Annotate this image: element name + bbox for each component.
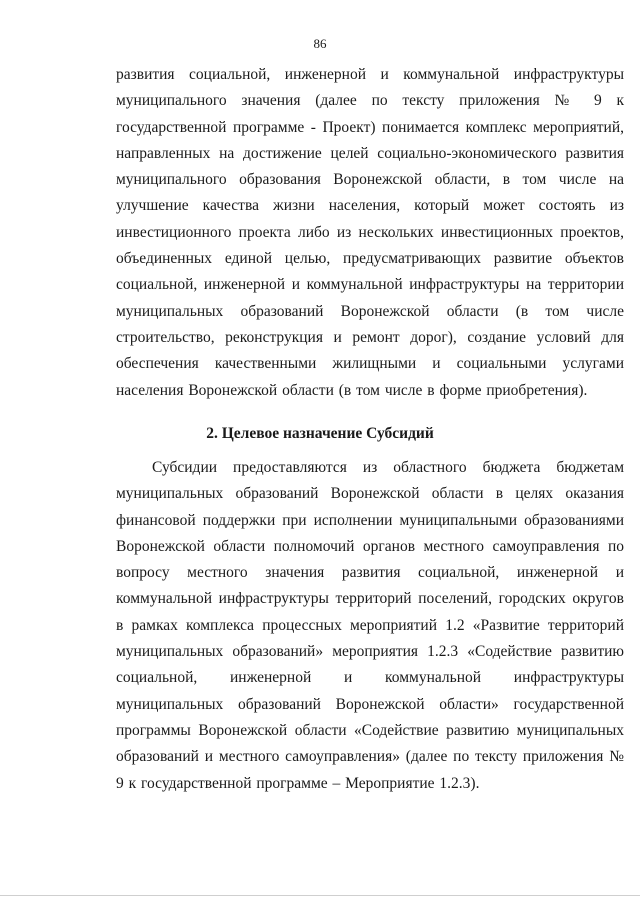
section-heading: 2. Целевое назначение Субсидий — [206, 425, 434, 442]
bottom-rule — [0, 895, 640, 896]
paragraph-project-definition: развития социальной, инженерной и коммунальной инфраструктуры муниципального значения (далее по тексту приложения № 9 к государственной программе - Проект) понимается комплекс мероприятий, направленных на достижение целей социально-экономического развития муниципального образования Воронежской области, в том числе на улучшение качества жизни населения, который может состоять из инвестиционного проекта либо из нескольких инвестиционных проектов, объединенных единой целью, предусматривающих развитие объектов социальной, инженерной и коммунальной инфраструктуры на территории муниципальных образований Воронежской области (в том числе строительство, реконструкция и ремонт дорог), создание условий для обеспечения качественными жилищными и социальными услугами населения Воронежской области (в том числе в форме приобретения). — [116, 66, 624, 399]
page-number: 86 — [313, 36, 327, 51]
paragraph-subsidy-purpose: Субсидии предоставляются из областного бюджета бюджетам муниципальных образований Воронежской области в целях оказания финансовой поддержки при исполнении муниципальными образованиями Воронежской области полномочий органов местного самоуправления по вопросу местного значения развития социальной, инженерной и коммунальной инфраструктуры территорий поселений, городских округов в рамках комплекса процессных мероприятий 1.2 «Развитие территорий муниципальных образований» мероприятия 1.2.3 «Содействие развитию социальной, инженерной и коммунальной инфраструктуры муниципальных образований Воронежской области» государственной программы Воронежской области «Содействие развитию муниципальных образований и местного самоуправления» (далее по тексту приложения № 9 к государственной программе – Мероприятие 1.2.3). — [116, 459, 624, 792]
